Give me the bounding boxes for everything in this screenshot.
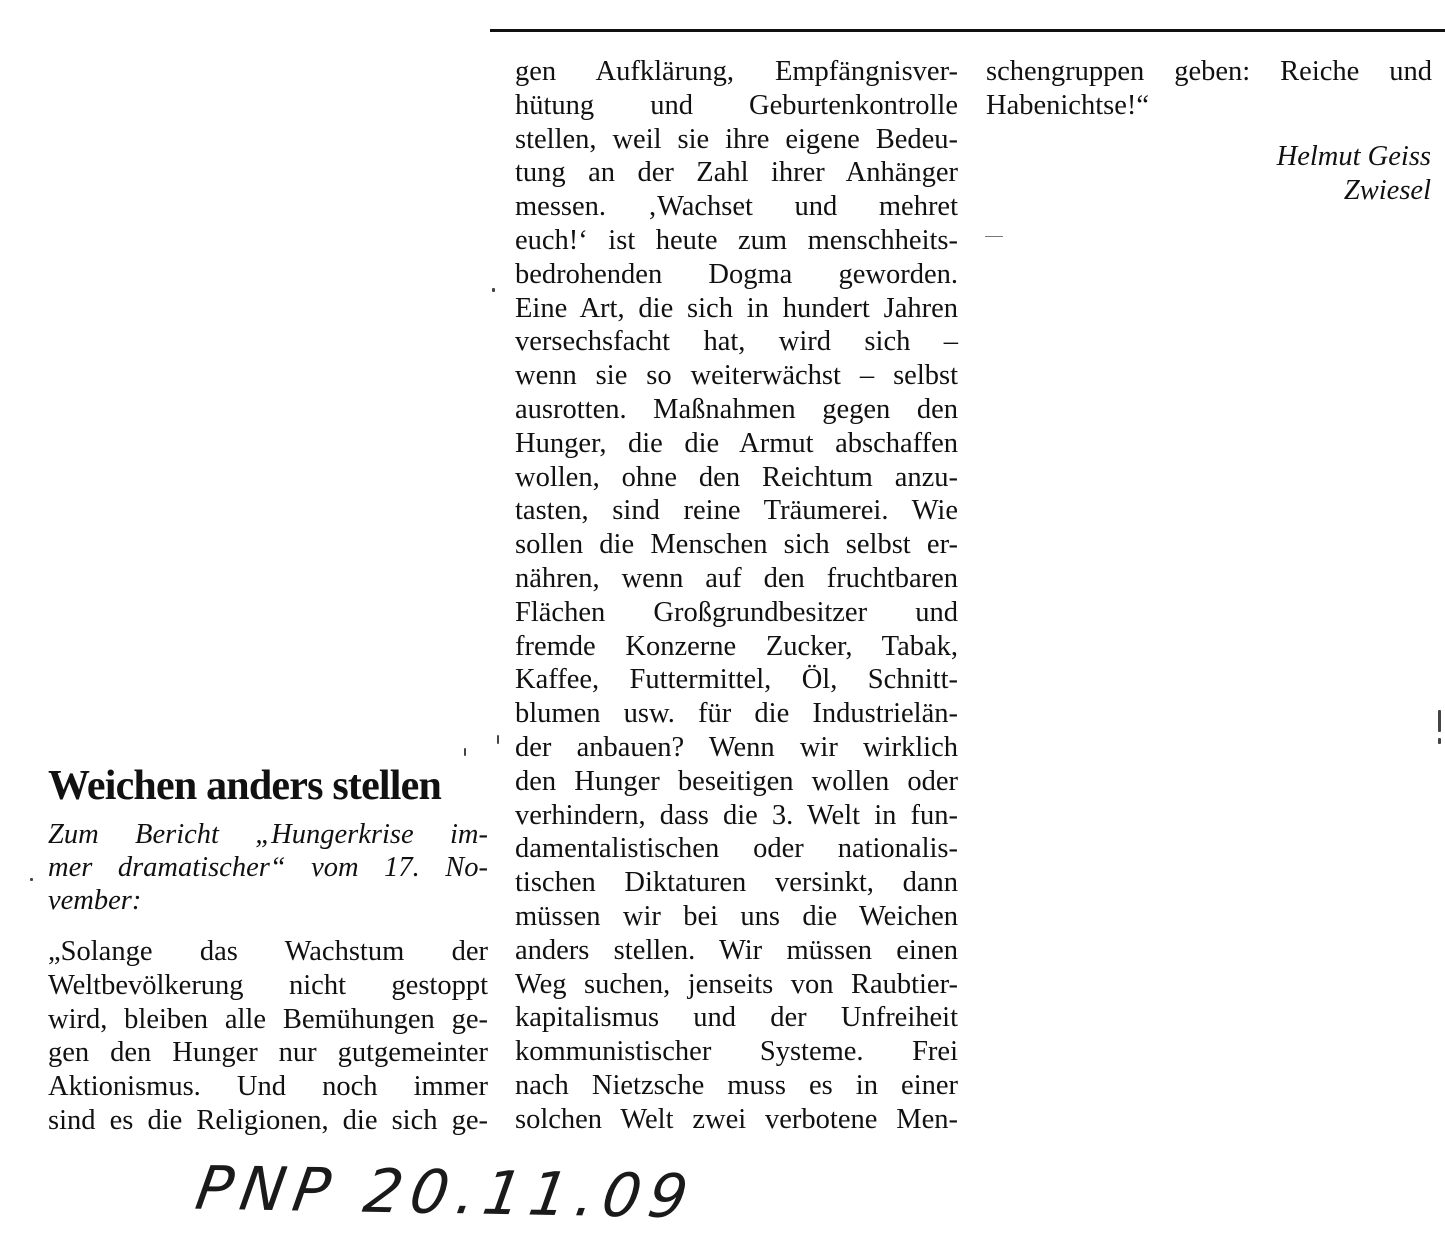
text-line: „Solange das Wachstum der	[48, 936, 488, 967]
page-edge-mark	[1438, 710, 1441, 732]
handwritten-date-note: PNP 20.11.09	[191, 1153, 701, 1233]
text-line: sollen die Menschen sich selbst er-	[515, 529, 958, 561]
subhead-line: vember:	[48, 885, 142, 916]
text-line: Aktionismus. Und noch immer	[48, 1071, 488, 1103]
text-line: euch!‘ ist heute zum menschheits-	[515, 224, 958, 256]
text-line: wollen, ohne den Reichtum anzu-	[515, 461, 958, 493]
page-edge-mark	[1438, 738, 1441, 744]
scan-speck	[30, 878, 33, 881]
column-top-rule	[490, 29, 1445, 32]
scan-speck	[497, 735, 499, 744]
text-line: versechsfacht hat, wird sich –	[515, 326, 958, 358]
text-line: stellen, weil sie ihre eigene Bedeu-	[515, 123, 958, 155]
text-line: tischen Diktaturen versinkt, dann	[515, 867, 958, 899]
text-line: gen den Hunger nur gutgemeinter	[48, 1037, 488, 1069]
right-column-body	[986, 55, 1432, 123]
left-column-body	[48, 935, 488, 1138]
text-line: Hunger, die die Armut abschaffen	[515, 427, 958, 459]
scan-speck	[492, 288, 495, 292]
text-line: wird, bleiben alle Bemühungen ge-	[48, 1003, 488, 1035]
text-line: fremde Konzerne Zucker, Tabak,	[515, 630, 958, 662]
text-line: den Hunger beseitigen wollen oder	[515, 765, 958, 797]
text-line: wenn sie so weiterwächst – selbst	[515, 360, 958, 392]
text-line: solchen Welt zwei verbotene Men-	[515, 1103, 958, 1135]
text-line: Habenichtse!“	[986, 89, 1149, 121]
text-line: ausrotten. Maßnahmen gegen den	[515, 393, 958, 425]
subhead-line: mer dramatischer“ vom 17. No-	[48, 852, 488, 883]
text-line: Kaffee, Futtermittel, Öl, Schnitt-	[515, 664, 958, 696]
author-name: Helmut Geiss	[1276, 141, 1431, 172]
subhead-line: Zum Bericht „Hungerkrise im-	[48, 819, 488, 850]
text-line: nähren, wenn auf den fruchtbaren	[515, 562, 958, 594]
text-line: bedrohenden Dogma geworden.	[515, 258, 958, 290]
text-line: sind es die Religionen, die sich ge-	[48, 1104, 488, 1136]
article-headline: Weichen anders stellen	[48, 763, 442, 809]
text-line: der anbauen? Wenn wir wirklich	[515, 731, 958, 763]
text-line: Flächen Großgrundbesitzer und	[515, 596, 958, 628]
scan-speck	[464, 748, 466, 756]
text-line: anders stellen. Wir müssen einen	[515, 934, 958, 966]
text-line: Weltbevölkerung nicht gestoppt	[48, 969, 488, 1001]
text-line: damentalistischen oder nationalis-	[515, 833, 958, 865]
scan-dash-mark	[985, 236, 1003, 237]
text-line: nach Nietzsche muss es in einer	[515, 1069, 958, 1101]
text-line: kapitalismus und der Unfreiheit	[515, 1002, 958, 1034]
text-line: messen. ‚Wachset und mehret	[515, 191, 958, 223]
text-line: hütung und Geburtenkontrolle	[515, 89, 958, 121]
text-line: kommunistischer Systeme. Frei	[515, 1036, 958, 1068]
article-subhead	[48, 818, 488, 917]
text-line: schengruppen geben: Reiche und	[986, 56, 1432, 87]
text-line: Weg suchen, jenseits von Raubtier-	[515, 968, 958, 1000]
text-line: blumen usw. für die Industrielän-	[515, 698, 958, 730]
text-line: verhindern, dass die 3. Welt in fun-	[515, 799, 958, 831]
text-line: gen Aufklärung, Empfängnisver-	[515, 56, 958, 87]
text-line: müssen wir bei uns die Weichen	[515, 900, 958, 932]
text-line: tasten, sind reine Träumerei. Wie	[515, 495, 958, 527]
text-line: Eine Art, die sich in hundert Jahren	[515, 292, 958, 324]
text-line: tung an der Zahl ihrer Anhänger	[515, 157, 958, 189]
author-place: Zwiesel	[1343, 175, 1431, 206]
middle-column-body	[515, 55, 958, 1137]
